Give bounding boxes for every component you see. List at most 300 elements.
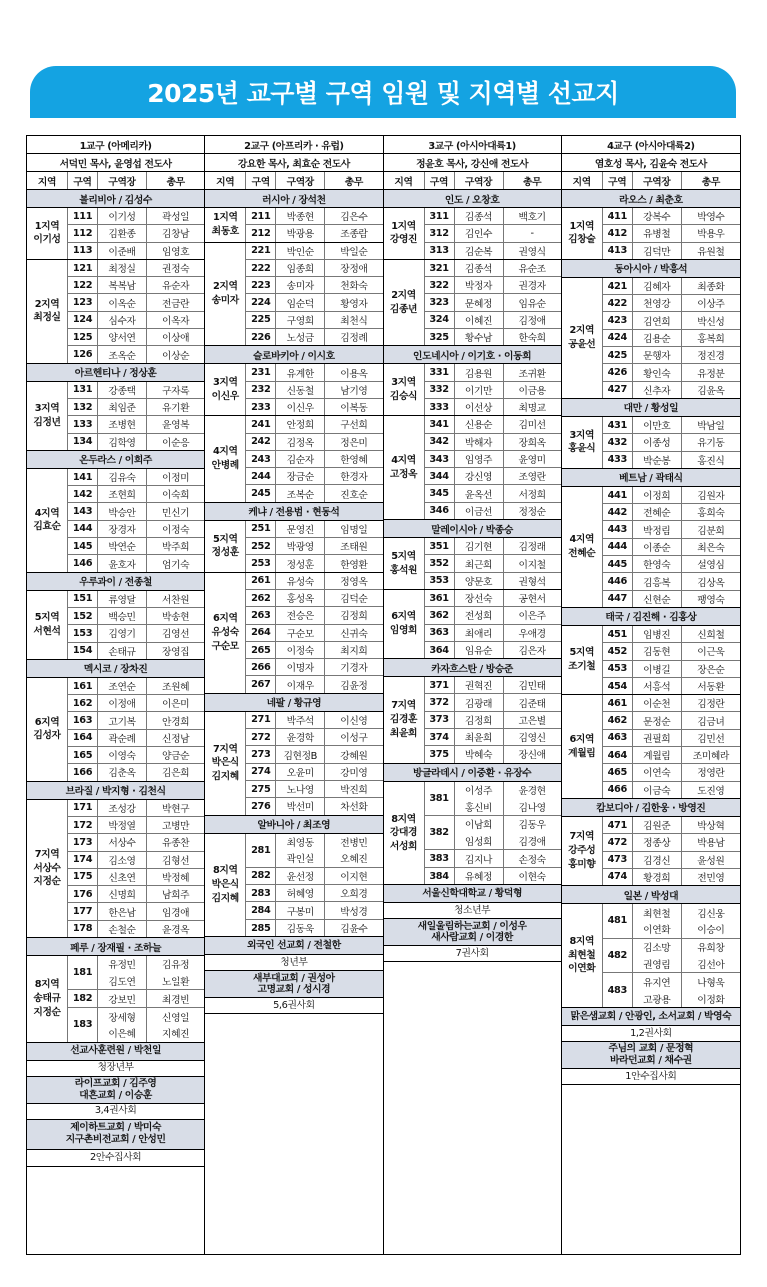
group-list xyxy=(425,364,561,415)
group-number: 343 xyxy=(425,451,455,467)
officer-pair xyxy=(98,555,204,571)
group-secretary: 전민영 xyxy=(697,872,725,884)
officer-pair xyxy=(455,712,561,728)
table-row xyxy=(425,607,561,624)
group-secretary: 김은자 xyxy=(518,646,546,657)
table-row xyxy=(68,608,204,625)
officer-pair xyxy=(98,800,204,816)
group-leader: 윤호자 xyxy=(98,555,147,571)
footer-line: 외국인 선교회 / 전철한 xyxy=(246,939,341,951)
group-secretary: 김은수 xyxy=(340,212,368,224)
group-number: 171 xyxy=(68,800,98,816)
page-title: 2025년 교구별 구역 임원 및 지역별 선교지 xyxy=(30,66,736,118)
group-officers xyxy=(455,607,561,623)
group-secretary: 김준태 xyxy=(518,698,546,710)
group-officers xyxy=(98,312,204,328)
footer-item xyxy=(205,971,382,998)
footer-line: 대흔교회 / 이승훈 xyxy=(79,1089,152,1101)
group-secretary: 남기영 xyxy=(340,385,368,397)
footer-line: 주님의 교회 / 문정혁 xyxy=(608,1043,694,1055)
zone-label xyxy=(562,904,603,1007)
zone-block xyxy=(205,712,382,816)
table-row xyxy=(68,208,204,225)
parish-title-row xyxy=(384,136,561,154)
group-secretary: 이현숙 xyxy=(518,872,546,884)
group-number: 384 xyxy=(425,868,455,885)
table-row xyxy=(603,712,740,729)
group-officers xyxy=(455,434,561,450)
table-row xyxy=(425,294,561,311)
table-row xyxy=(603,973,740,1007)
group-leader: 이옥순 xyxy=(98,294,147,310)
officer-pair xyxy=(98,1025,204,1042)
group-secretary: 윤성원 xyxy=(697,855,725,867)
group-list xyxy=(246,521,382,572)
group-leader: 김현정B xyxy=(276,746,325,762)
group-leader: 이영숙 xyxy=(98,747,147,763)
officer-pair xyxy=(98,747,204,763)
group-officers xyxy=(276,329,382,345)
table-row xyxy=(425,225,561,242)
group-secretary: 민신기 xyxy=(162,507,190,519)
group-leader: 문영진 xyxy=(276,521,325,537)
table-row xyxy=(246,208,382,225)
group-officers xyxy=(98,555,204,571)
group-officers xyxy=(276,625,382,641)
group-number: 446 xyxy=(603,573,633,589)
group-number: 344 xyxy=(425,468,455,484)
group-number: 174 xyxy=(68,852,98,868)
group-leader: 박혜숙 xyxy=(455,746,504,762)
zone-leader: 홍석원 xyxy=(389,564,418,576)
table-row xyxy=(68,921,204,937)
group-number: 223 xyxy=(246,277,276,293)
group-leader: 김혜자 xyxy=(633,278,682,294)
group-number: 252 xyxy=(246,538,276,554)
officer-pair xyxy=(455,538,561,554)
footer-item xyxy=(384,946,561,962)
header-leader: 구역장 xyxy=(98,172,147,189)
group-leader: 임영주 xyxy=(455,451,504,467)
group-number: 231 xyxy=(246,364,276,380)
officer-pair xyxy=(98,730,204,746)
mission-region: 슬로바키아 / 이시호 xyxy=(205,346,382,364)
table-row xyxy=(603,330,740,347)
group-officers xyxy=(455,590,561,606)
footer-line: 서울신학대학교 / 황덕형 xyxy=(422,888,523,900)
group-number: 445 xyxy=(603,556,633,572)
group-list xyxy=(68,800,204,937)
group-leader: 이신우 xyxy=(276,399,325,415)
footer-line: 고명교회 / 성시경 xyxy=(257,984,331,996)
group-number: 175 xyxy=(68,869,98,885)
group-leader: 유계한 xyxy=(276,364,325,380)
officer-pair xyxy=(98,399,204,415)
officer-pair xyxy=(633,730,740,746)
zone-label xyxy=(562,626,603,694)
table-row xyxy=(246,243,382,260)
group-number: 141 xyxy=(68,469,98,485)
table-row xyxy=(246,225,382,241)
officer-pair xyxy=(633,661,740,677)
group-officers xyxy=(633,364,740,380)
group-secretary: 고병만 xyxy=(162,821,190,833)
group-number: 443 xyxy=(603,521,633,537)
table-row xyxy=(68,886,204,903)
group-secretary: 천화숙 xyxy=(340,281,368,293)
group-officers xyxy=(455,243,561,259)
group-list xyxy=(603,278,740,398)
group-leader: 박광용 xyxy=(276,225,325,241)
group-number: 233 xyxy=(246,399,276,415)
group-number: 242 xyxy=(246,434,276,450)
group-list xyxy=(425,538,561,589)
group-leader: 박종현 xyxy=(276,208,325,224)
footer-line: 새사람교회 / 이경한 xyxy=(431,932,513,944)
footer-item xyxy=(205,937,382,955)
group-leader: 조연순 xyxy=(98,678,147,694)
zone-leader: 강영진 xyxy=(389,234,418,246)
table-row xyxy=(246,294,382,311)
group-secretary: 유희창 xyxy=(697,943,725,955)
group-officers xyxy=(276,607,382,623)
group-secretary: 김경애 xyxy=(518,836,546,848)
group-leader: 최근희 xyxy=(455,555,504,571)
officer-pair xyxy=(276,764,382,780)
group-leader: 이만호 xyxy=(633,417,682,433)
group-list xyxy=(603,208,740,259)
officer-pair xyxy=(98,643,204,659)
zone-label xyxy=(205,712,246,815)
zone-leader: 김창술 xyxy=(568,234,596,246)
group-leader: 이정애 xyxy=(98,695,147,711)
group-number: 473 xyxy=(603,852,633,868)
group-number: 427 xyxy=(603,382,633,398)
group-leader: 노나영 xyxy=(276,781,325,797)
group-leader: 박순봉 xyxy=(633,452,682,468)
officer-pair xyxy=(633,208,740,224)
officer-pair xyxy=(276,416,382,432)
group-officers xyxy=(98,643,204,659)
group-officers xyxy=(633,573,740,589)
group-officers xyxy=(98,382,204,398)
officer-pair xyxy=(455,868,561,885)
group-leader: 전승은 xyxy=(276,607,325,623)
officer-pair xyxy=(455,277,561,293)
zone-leader: 공윤선 xyxy=(568,338,596,350)
group-officers xyxy=(276,746,382,762)
group-leader: 양문호 xyxy=(455,573,504,589)
group-officers xyxy=(276,781,382,797)
group-leader: 김도연 xyxy=(98,973,147,990)
footer-item xyxy=(384,903,561,919)
group-officers xyxy=(455,382,561,398)
table-row xyxy=(68,956,204,990)
table-row xyxy=(425,243,561,259)
group-number: 346 xyxy=(425,503,455,519)
group-leader: 김동현 xyxy=(633,643,682,659)
footer-item xyxy=(205,998,382,1014)
footer-item xyxy=(27,1120,204,1150)
group-officers xyxy=(98,225,204,241)
officer-pair xyxy=(633,452,740,468)
officer-pair xyxy=(633,643,740,659)
table-row xyxy=(246,590,382,607)
table-row xyxy=(603,347,740,364)
table-row xyxy=(425,868,561,885)
group-officers xyxy=(276,208,382,224)
group-leader: 계월림 xyxy=(633,747,682,763)
group-officers xyxy=(98,521,204,537)
table-row xyxy=(246,329,382,345)
table-row xyxy=(68,747,204,764)
officer-pair xyxy=(98,294,204,310)
table-row xyxy=(425,746,561,762)
group-number: 265 xyxy=(246,642,276,658)
group-officers xyxy=(98,834,204,850)
group-list xyxy=(425,782,561,885)
table-row xyxy=(246,834,382,868)
group-secretary: 오혜진 xyxy=(340,854,368,866)
group-secretary: 이상주 xyxy=(697,299,725,311)
group-leader: 전성희 xyxy=(455,607,504,623)
group-number: 465 xyxy=(603,764,633,780)
group-leader: 김용순 xyxy=(633,330,682,346)
zone-block xyxy=(27,382,204,451)
group-number: 221 xyxy=(246,243,276,259)
group-secretary: 한숙희 xyxy=(518,333,546,345)
officer-pair xyxy=(633,591,740,607)
group-officers xyxy=(633,782,740,798)
table-row xyxy=(425,260,561,277)
group-number: 375 xyxy=(425,746,455,762)
group-officers xyxy=(276,416,382,432)
table-row xyxy=(425,573,561,589)
footer-line: 2안수집사회 xyxy=(90,1151,142,1163)
group-secretary: 윤영복 xyxy=(162,420,190,432)
group-number: 164 xyxy=(68,730,98,746)
group-leader: 박해자 xyxy=(455,434,504,450)
group-secretary: 구선희 xyxy=(340,420,368,432)
table-row xyxy=(425,468,561,485)
officer-pair xyxy=(455,816,561,833)
table-row xyxy=(246,764,382,781)
table-row xyxy=(246,364,382,381)
group-secretary: 지혜진 xyxy=(162,1029,190,1041)
officer-pair xyxy=(276,798,382,814)
footer-line: 맑은샘교회 / 안광인, 소서교회 / 박영숙 xyxy=(570,1010,732,1022)
group-officers xyxy=(276,277,382,293)
group-leader: 조병현 xyxy=(98,416,147,432)
zone-name: 6지역 xyxy=(391,611,416,623)
table-row xyxy=(425,538,561,555)
zone-label xyxy=(562,817,603,885)
group-secretary: 이정미 xyxy=(162,473,190,485)
table-row xyxy=(425,451,561,468)
officer-pair xyxy=(98,712,204,728)
zone-name: 1지역 xyxy=(391,220,416,232)
group-number: 226 xyxy=(246,329,276,345)
group-number: 274 xyxy=(246,764,276,780)
officer-pair xyxy=(455,677,561,693)
group-secretary: 유기동 xyxy=(697,438,725,450)
table-row xyxy=(425,277,561,294)
group-number: 145 xyxy=(68,538,98,554)
group-leader: 최임준 xyxy=(98,399,147,415)
table-row xyxy=(246,607,382,624)
parish-column xyxy=(27,136,205,1254)
table-row xyxy=(603,504,740,521)
group-number: 351 xyxy=(425,538,455,554)
group-officers xyxy=(455,399,561,415)
officer-pair xyxy=(276,868,382,884)
group-secretary: 이정숙 xyxy=(162,524,190,536)
zone-name: 4지역 xyxy=(34,507,60,519)
group-leader: 손철순 xyxy=(98,921,147,937)
table-row xyxy=(603,643,740,660)
group-leader: 박정열 xyxy=(98,817,147,833)
group-officers xyxy=(633,712,740,728)
group-secretary: 정영란 xyxy=(697,768,725,780)
group-officers xyxy=(455,329,561,345)
group-secretary: 오희경 xyxy=(340,889,368,901)
group-secretary: 윤경현 xyxy=(518,785,546,797)
officer-pair xyxy=(276,659,382,675)
group-leader: 문행자 xyxy=(633,347,682,363)
group-secretary: 유종찬 xyxy=(162,838,190,850)
group-secretary: 김금녀 xyxy=(697,716,725,728)
zone-name: 2지역 xyxy=(569,325,595,337)
zone-leader: 김경훈 최윤희 xyxy=(389,714,418,739)
group-officers xyxy=(455,277,561,293)
group-number: 313 xyxy=(425,243,455,259)
group-officers xyxy=(633,747,740,763)
group-number: 464 xyxy=(603,747,633,763)
group-leader: 김연희 xyxy=(633,312,682,328)
group-number: 461 xyxy=(603,695,633,711)
parish-title-row xyxy=(205,136,382,154)
officer-pair xyxy=(455,260,561,276)
group-leader: 이준배 xyxy=(98,243,147,259)
group-number: 466 xyxy=(603,782,633,798)
officer-pair xyxy=(455,746,561,762)
group-officers xyxy=(98,921,204,937)
group-officers xyxy=(276,712,382,728)
officer-pair xyxy=(633,539,740,555)
group-officers xyxy=(98,243,204,259)
zone-label xyxy=(384,416,425,519)
header-zone: 지역 xyxy=(27,172,68,189)
group-officers xyxy=(633,973,740,1007)
group-leader: 김덕만 xyxy=(633,243,682,259)
parish-title: 3교구 (아시아대륙1) xyxy=(428,140,516,152)
group-officers xyxy=(98,399,204,415)
table-row xyxy=(68,312,204,329)
officer-pair xyxy=(455,468,561,484)
table-row xyxy=(68,834,204,851)
officer-pair xyxy=(98,312,204,328)
group-officers xyxy=(633,521,740,537)
table-row xyxy=(68,382,204,399)
zone-leader: 김효순 xyxy=(33,521,61,533)
group-secretary: 서정희 xyxy=(518,489,546,501)
group-officers xyxy=(98,346,204,362)
officer-pair xyxy=(98,678,204,694)
mission-region: 케냐 / 전용범 · 현동석 xyxy=(205,503,382,521)
group-leader: 최윤희 xyxy=(455,729,504,745)
group-number: 483 xyxy=(603,973,633,1007)
group-leader: 임유순 xyxy=(455,642,504,658)
group-officers xyxy=(276,243,382,259)
group-number: 441 xyxy=(603,487,633,503)
group-secretary: 박정혜 xyxy=(162,872,190,884)
group-leader: 곽순례 xyxy=(98,730,147,746)
table-row xyxy=(425,555,561,572)
header-leader: 구역장 xyxy=(633,172,682,189)
group-number: 131 xyxy=(68,382,98,398)
group-officers xyxy=(633,208,740,224)
group-leader: 김순자 xyxy=(276,451,325,467)
header-secretary: 총무 xyxy=(701,176,720,188)
officer-pair xyxy=(98,695,204,711)
group-officers xyxy=(455,225,561,241)
group-officers xyxy=(98,956,204,989)
mission-region: 베트남 / 곽태식 xyxy=(562,469,740,487)
group-secretary: 정은미 xyxy=(340,437,368,449)
group-secretary: 홍진식 xyxy=(697,455,725,467)
zone-name: 2지역 xyxy=(34,298,60,310)
zone-block xyxy=(205,364,382,416)
group-leader: 강복수 xyxy=(633,208,682,224)
group-secretary: 이용옥 xyxy=(340,368,368,380)
group-leader: 이정희 xyxy=(633,487,682,503)
table-row xyxy=(246,485,382,501)
officer-pair xyxy=(98,521,204,537)
officer-pair xyxy=(633,573,740,589)
officer-pair xyxy=(455,590,561,606)
group-secretary: 최경빈 xyxy=(162,994,190,1006)
table-row xyxy=(68,903,204,920)
group-secretary: 이신영 xyxy=(340,715,368,727)
group-number: 324 xyxy=(425,312,455,328)
zone-label xyxy=(205,364,246,415)
group-number: 161 xyxy=(68,678,98,694)
zone-block xyxy=(205,243,382,347)
group-leader: 신용순 xyxy=(455,416,504,432)
officer-pair xyxy=(276,294,382,310)
header-secretary: 총무 xyxy=(166,176,185,188)
parish-staff: 서덕민 목사, 윤영섭 전도사 xyxy=(59,158,172,170)
table-row xyxy=(603,817,740,834)
zone-block xyxy=(384,416,561,520)
footer-line: 선교사훈련원 / 박천일 xyxy=(70,1045,162,1057)
group-number: 275 xyxy=(246,781,276,797)
group-officers xyxy=(633,939,740,973)
group-leader: 김유숙 xyxy=(98,469,147,485)
group-number: 364 xyxy=(425,642,455,658)
table-row xyxy=(603,695,740,712)
officer-pair xyxy=(276,277,382,293)
group-leader: 강종택 xyxy=(98,382,147,398)
group-officers xyxy=(633,678,740,694)
group-number: 146 xyxy=(68,555,98,571)
group-officers xyxy=(276,920,382,936)
group-number: 423 xyxy=(603,312,633,328)
group-officers xyxy=(98,1008,204,1041)
group-officers xyxy=(455,503,561,519)
zone-block xyxy=(562,208,740,260)
group-officers xyxy=(98,990,204,1007)
